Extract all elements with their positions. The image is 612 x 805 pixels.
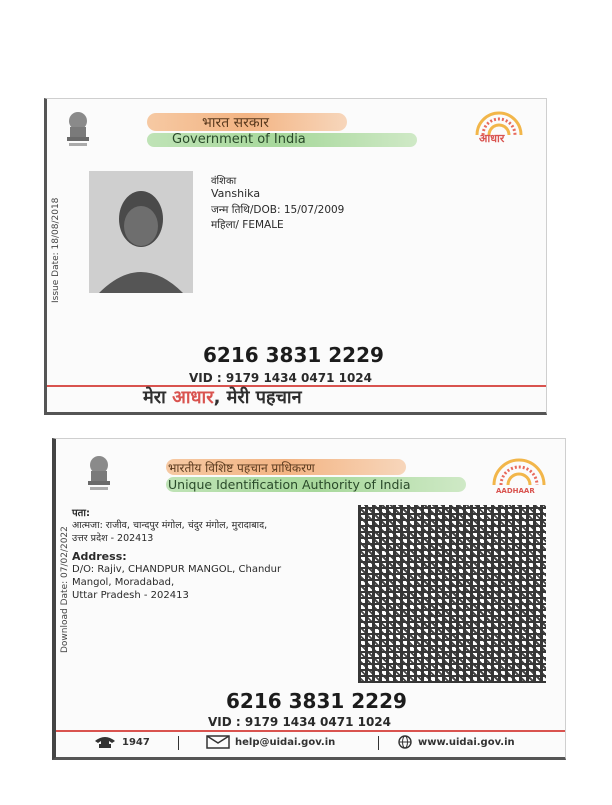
qr-code <box>358 505 546 683</box>
address-label: Address: <box>72 550 127 563</box>
tagline-part-2: आधार <box>172 387 214 408</box>
aadhaar-number: 6216 3831 2229 <box>226 689 407 713</box>
globe-icon <box>398 735 412 749</box>
website: www.uidai.gov.in <box>418 736 515 748</box>
phone-number: 1947 <box>122 736 150 748</box>
issue-date: Issue Date: 18/08/2018 <box>51 197 61 303</box>
phone-icon <box>94 735 116 749</box>
address-hindi-line-2: उत्तर प्रदेश - 202413 <box>72 533 154 544</box>
download-date: Download Date: 07/02/2022 <box>60 526 70 653</box>
national-emblem-icon <box>61 109 95 151</box>
footer-email <box>206 735 335 749</box>
name-hindi: वंशिका <box>211 176 237 187</box>
mail-icon <box>206 735 230 749</box>
address-hindi-line-1: आत्मजा: राजीव, चान्दपुर मंगोल, चंदुर मंगोल, मुरादाबाद, <box>72 520 268 531</box>
footer-phone <box>94 735 150 749</box>
english-header: Government of India <box>172 132 306 147</box>
photo <box>89 171 193 293</box>
address-line-3: Uttar Pradesh - 202413 <box>72 590 189 601</box>
vid: VID : 9179 1434 0471 1024 <box>189 371 372 385</box>
address-label-hindi: पता: <box>72 508 90 519</box>
aadhaar-number: 6216 3831 2229 <box>203 343 384 367</box>
aadhaar-logo-text: AADHAAR <box>496 487 535 495</box>
aadhaar-card-front <box>44 98 547 415</box>
tagline <box>143 385 302 409</box>
vid: VID : 9179 1434 0471 1024 <box>208 715 391 729</box>
hindi-header: भारत सरकार <box>202 115 269 131</box>
name: Vanshika <box>211 187 261 200</box>
aadhaar-logo-text: आधार <box>479 132 505 145</box>
english-header: Unique Identification Authority of India <box>168 477 411 492</box>
tagline-part-1: मेरा <box>143 387 173 408</box>
address-line-2: Mangol, Moradabad, <box>72 577 175 588</box>
email: help@uidai.gov.in <box>235 736 336 748</box>
footer-website <box>398 735 515 749</box>
tagline-part-3: , मेरी पहचान <box>213 387 302 408</box>
national-emblem-icon <box>82 453 116 495</box>
separator <box>378 736 379 750</box>
gender: महिला/ FEMALE <box>211 219 284 231</box>
divider-line <box>56 730 566 732</box>
aadhaar-card-back <box>52 438 566 760</box>
person-photo-icon <box>89 171 193 293</box>
separator <box>178 736 179 750</box>
address-line-1: D/O: Rajiv, CHANDPUR MANGOL, Chandur <box>72 564 282 575</box>
date-of-birth: जन्म तिथि/DOB: 15/07/2009 <box>211 204 345 216</box>
hindi-header: भारतीय विशिष्ट पहचान प्राधिकरण <box>168 461 315 475</box>
